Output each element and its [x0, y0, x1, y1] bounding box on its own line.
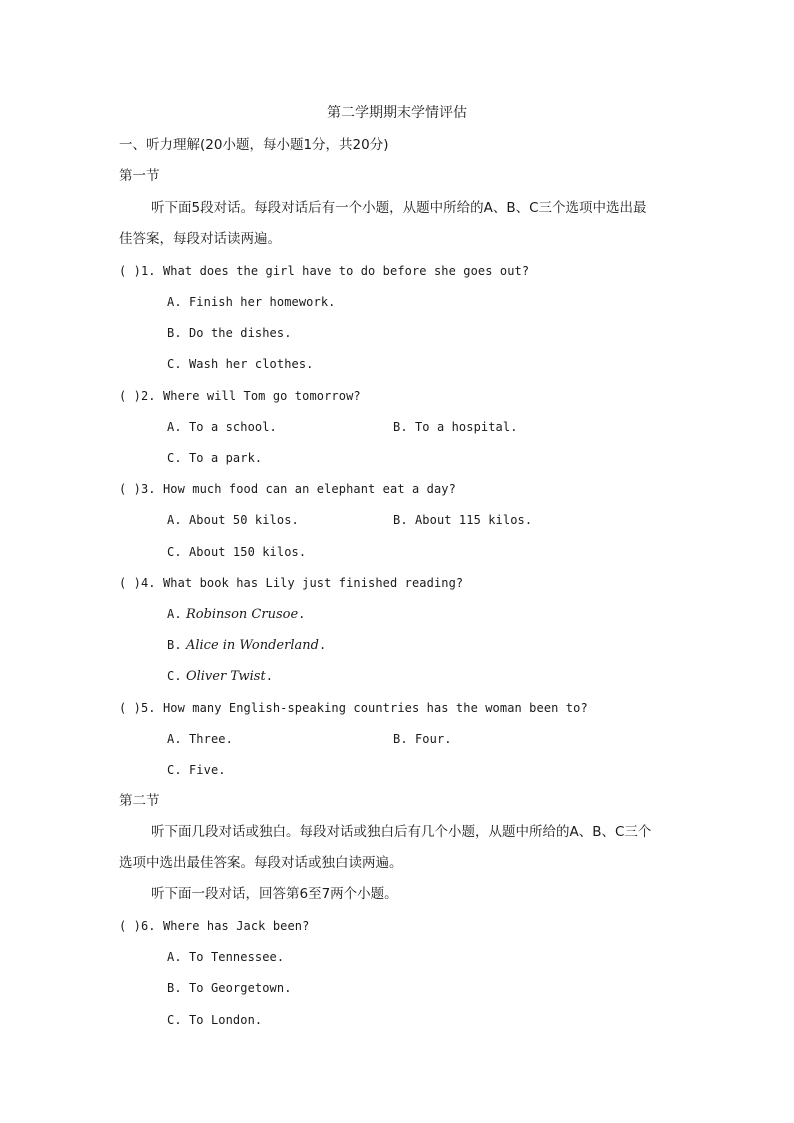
question-3-option-b: B. About 115 kilos. [393, 513, 533, 527]
question-6-option-c: C. To London. [167, 1013, 263, 1027]
question-2-stem: ( )2. Where will Tom go tomorrow? [119, 389, 361, 403]
book-title: Robinson Crusoe [185, 607, 299, 622]
question-3-stem: ( )3. How much food can an elephant eat a day? [119, 482, 456, 496]
option-letter: C. [167, 669, 182, 683]
option-end: . [298, 607, 306, 621]
question-2-option-a: A. To a school. [167, 420, 277, 434]
option-end: . [265, 669, 274, 683]
part1-label: 第一节 [119, 168, 160, 184]
part2-label: 第二节 [119, 793, 160, 809]
part2-instruction-line1: 听下面几段对话或独白。每段对话或独白后有几个小题，从题中所给的A、B、C三个 [151, 824, 652, 840]
question-1-option-c: C. Wash her clothes. [167, 357, 314, 371]
part1-instruction-line2: 佳答案，每段对话读两遍。 [119, 231, 281, 247]
question-1-option-a: A. Finish her homework. [167, 295, 336, 309]
question-1-stem: ( )1. What does the girl have to do before she goes out? [119, 264, 530, 278]
book-title: Alice in Wonderland [185, 638, 319, 653]
option-letter: A. [167, 607, 182, 621]
question-4-option-c [167, 667, 273, 686]
question-2-option-c: C. To a park. [167, 451, 263, 465]
question-4-option-b [167, 636, 326, 655]
question-5-option-c: C. Five. [167, 763, 226, 777]
question-5-stem: ( )5. How many English-speaking countries has the woman been to? [119, 701, 588, 715]
option-letter: B. [167, 638, 182, 652]
question-4-stem: ( )4. What book has Lily just finished reading? [119, 576, 464, 590]
question-2-option-b: B. To a hospital. [393, 420, 518, 434]
question-5-option-a: A. Three. [167, 732, 233, 746]
question-4-option-a [167, 605, 305, 624]
option-end: . [318, 638, 327, 652]
part1-instruction-line1: 听下面5段对话。每段对话后有一个小题，从题中所给的A、B、C三个选项中选出最 [151, 200, 647, 216]
section-heading: 一、听力理解(20小题，每小题1分，共20分) [119, 137, 389, 153]
page-title: 第二学期期末学情评估 [327, 105, 467, 121]
question-1-option-b: B. Do the dishes. [167, 326, 292, 340]
question-3-option-a: A. About 50 kilos. [167, 513, 299, 527]
question-5-option-b: B. Four. [393, 732, 452, 746]
book-title: Oliver Twist [185, 669, 266, 684]
question-3-option-c: C. About 150 kilos. [167, 545, 307, 559]
question-6-stem: ( )6. Where has Jack been? [119, 919, 310, 933]
part2-instruction-line2: 选项中选出最佳答案。每段对话或独白读两遍。 [119, 855, 403, 871]
part2-sub-instruction: 听下面一段对话，回答第6至7两个小题。 [151, 886, 398, 902]
question-6-option-b: B. To Georgetown. [167, 981, 292, 995]
question-6-option-a: A. To Tennessee. [167, 950, 285, 964]
